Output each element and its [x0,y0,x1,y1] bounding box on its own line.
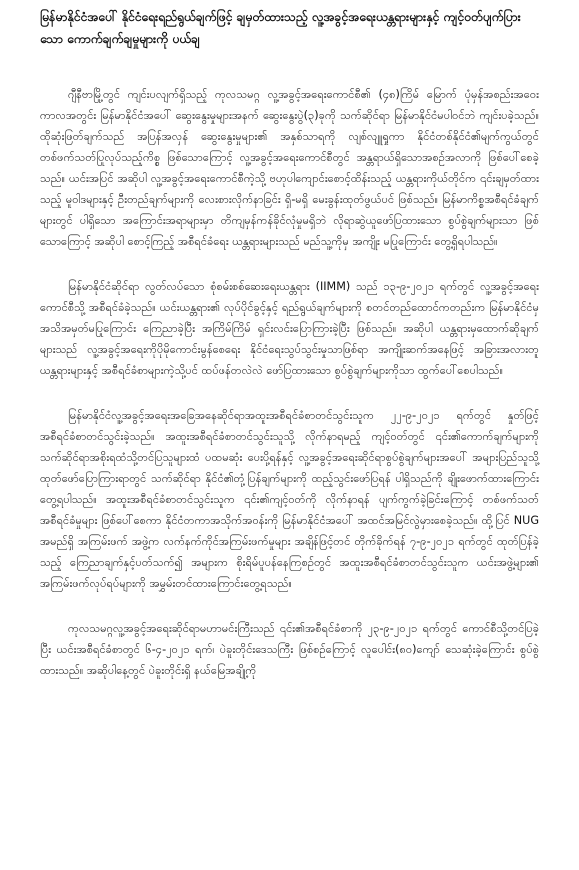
paragraph-3: မြန်မာနိုင်ငံလူ့အခွင့်အရေးအခြေအနေဆိုင်ရာအထူးအစီရင်ခံစာတင်သွင်းသူက ၂၂-၉-၂၀၂၁ ရက်တွင် နှုတ်ဖြင့် အစီရင်ခံစာတင်သွင်းခဲ့သည်။ အထူးအစီရင်ခံစာတင်သွင်းသူသို့ လိုက်နာရမည့် ကျင့်ဝတ်တွင် ၎င်း၏ကောက်ချက်များကို သက်ဆိုင်ရာအစိုးရထံသို့တင်ပြသူများထံ ပထမဆုံး ပေးပို့ရန်နှင့် လူ့အခွင့်အရေးဆိုင်ရာစွပ်စွဲချက်များအပေါ် အများပြည်သူသို့ ထုတ်ဖော်ပြောကြားရာတွင် သက်ဆိုင်ရာ နိုင်ငံ၏တုံ့ပြန်ချက်များကို ထည့်သွင်းဖော်ပြရန် ပါရှိသည်ကို ချိုးဖောက်ထားကြောင်းတွေ့ရပါသည်။ အထူးအစီရင်ခံစာတင်သွင်းသူက ၎င်း၏ကျင့်ဝတ်ကို လိုက်နာရန် ပျက်ကွက်ခဲ့ခြင်းကြောင့် တစ်ဖက်သတ်အစီရင်ခံမှုများ ဖြစ်ပေါ်စေကာ နိုင်ငံတကာအသိုက်အဝန်းကို မြန်မာနိုင်ငံအပေါ် အထင်အမြင်လွဲမှားစေခဲ့သည်။ ထို့ပြင် NUG အမည်ရှိ အကြမ်းဖက် အဖွဲ့က လက်နက်ကိုင်အကြမ်းဖက်မှုများ အချိန်ဖြင့်တင် တိုက်ခိုက်ရန် ၇-၉-၂၀၂၁ ရက်တွင် ထုတ်ပြန်ခဲ့သည့် ကြေညာချက်နှင့်ပတ်သက်၍ အများက စိုးရိမ်ပူပန်နေကြစဉ်တွင် အထူးအစီရင်ခံစာတင်သွင်းသူက ယင်းအဖွဲ့များ၏ အကြမ်းဖက်လုပ်ရပ်များကို အမွှမ်းတင်ထားကြောင်းတွေ့ရသည်။ [40,409,539,590]
paragraph-2: မြန်မာနိုင်ငံဆိုင်ရာ လွတ်လပ်သော စုံစမ်းစစ်ဆေးရေးယန္တရား (IIMM) သည် ၁၃-၉-၂၀၂၁ ရက်တွင် လူ့အခွင့်အရေးကောင်စီသို့ အစီရင်ခံခဲ့သည်။ ယင်းယန္တရား၏ လုပ်ပိုင်ခွင့်နှင့် ရည်ရွယ်ချက်များကို စတင်တည်ထောင်ကတည်းက မြန်မာနိုင်ငံမှအသိအမှတ်မပြုကြောင်း ကြေညာခဲ့ပြီး အကြိမ်ကြိမ် ရှင်းလင်းပြောကြားခဲ့ပြီး ဖြစ်သည်။ အဆိုပါ ယန္တရားမှထောက်ဆိုချက်များသည် လူ့အခွင့်အရေးကိုပိုမိုကောင်းမွန်စေရေး နိုင်ငံရေးသွပ်သွင်းမှုသာဖြစ်ရာ အကျိုးဆက်အနေဖြင့် အခြားအလားတူ ယန္တရားများနှင့် အစီရင်ခံစာများကဲ့သို့ပင် ထပ်ဖန်တလဲလဲ ဖော်ပြထားသော စွပ်စွဲချက်များကိုသာ ထွက်ပေါ်စေပါသည်။ [40,280,539,377]
paragraph-1: ဂျီနီဗာမြို့တွင် ကျင်းပလျက်ရှိသည့် ကုလသမဂ္ဂ လူ့အခွင့်အရေးကောင်စီ၏ (၄၈)ကြိမ် မြောက် ပုံမှန်အစည်းအဝေးကာလအတွင်း မြန်မာနိုင်ငံအပေါ် ဆွေးနွေးမှုများအနက် ဆွေးနွေးပွဲ(၃)ခုကို သက်ဆိုင်ရာ မြန်မာနိုင်ငံမပါဝင်ဘဲ ကျင်းပခဲ့သည်။ ထိုဆုံးဖြတ်ချက်သည် အပြန်အလှန် ဆွေးနွေးမှုများ၏ အနှစ်သာရကို လျစ်လျူရှုကာ နိုင်ငံတစ်နိုင်ငံ၏မျက်ကွယ်တွင် တစ်ဖက်သတ်ပြုလုပ်သည့်ကိစ္စ ဖြစ်သောကြောင့် လူ့အခွင့်အရေးကောင်စီတွင် အန္တရာယ်ရှိသောအစဉ်အလာကို ဖြစ်ပေါ်စေခဲ့သည်။ ယင်းအပြင် အဆိုပါ လူ့အခွင့်အရေးကောင်စီကဲ့သို့ ဗဟုပါကျောင်းစောင့်ထိန်းသည့် ယန္တရားကိုယ်တိုင်က ၎င်းချမှတ်ထားသည့် မူဝါဒများနှင့် ဦးတည်ချက်များကို လေးစားလိုက်နာခြင်း ရှိ-မရှိ မေးခွန်းထုတ်ဖွယ်ပင် ဖြစ်သည်။ မြန်မာကိစ္စအစီရင်ခံချက်များတွင် ပါရှိသော အကြောင်းအရာများမှာ တိကျမှန်ကန်ခိုင်လုံမှုမရှိဘဲ လိုရာဆွဲယူဖော်ပြထားသော စွပ်စွဲချက်များသာ ဖြစ်သောကြောင့် အဆိုပါ စောင့်ကြည့် အစီရင်ခံရေး ယန္တရားများသည် မည်သူ့ကိုမှ အကျိုး မပြုကြောင်း တွေ့ရှိရပါသည်။ [40,88,539,248]
document-title: မြန်မာနိုင်ငံအပေါ် နိုင်ငံရေးရည်ရွယ်ချက်ဖြင့် ချမှတ်ထားသည့် လူ့အခွင့်အရေးယန္တရားများနှင့် ကျင့်ဝတ်ပျက်ပြားသော ကောက်ချက်ချမှုများကို ပယ်ချ [40,10,521,46]
paragraph-4: ကုလသမဂ္ဂလူ့အခွင့်အရေးဆိုင်ရာမဟာမင်းကြီးသည် ၎င်း၏အစီရင်ခံစာကို ၂၃-၉-၂၀၂၁ ရက်တွင် ကောင်စီသို့တင်ပြခဲ့ပြီး ယင်းအစီရင်ခံစာတွင် ၆-၄-၂၀၂၁ ရက်၊ ပဲခူးတိုင်းဒေသကြီး ဖြစ်စဉ်ကြောင့် လူပေါင်း(၈၀)ကျော် သေဆုံးခဲ့ကြောင်း စွပ်စွဲထားသည်။ အဆိုပါနေ့တွင် ပဲခူးတိုင်းရှိ နယ်မြေအချို့ကို [40,622,539,677]
